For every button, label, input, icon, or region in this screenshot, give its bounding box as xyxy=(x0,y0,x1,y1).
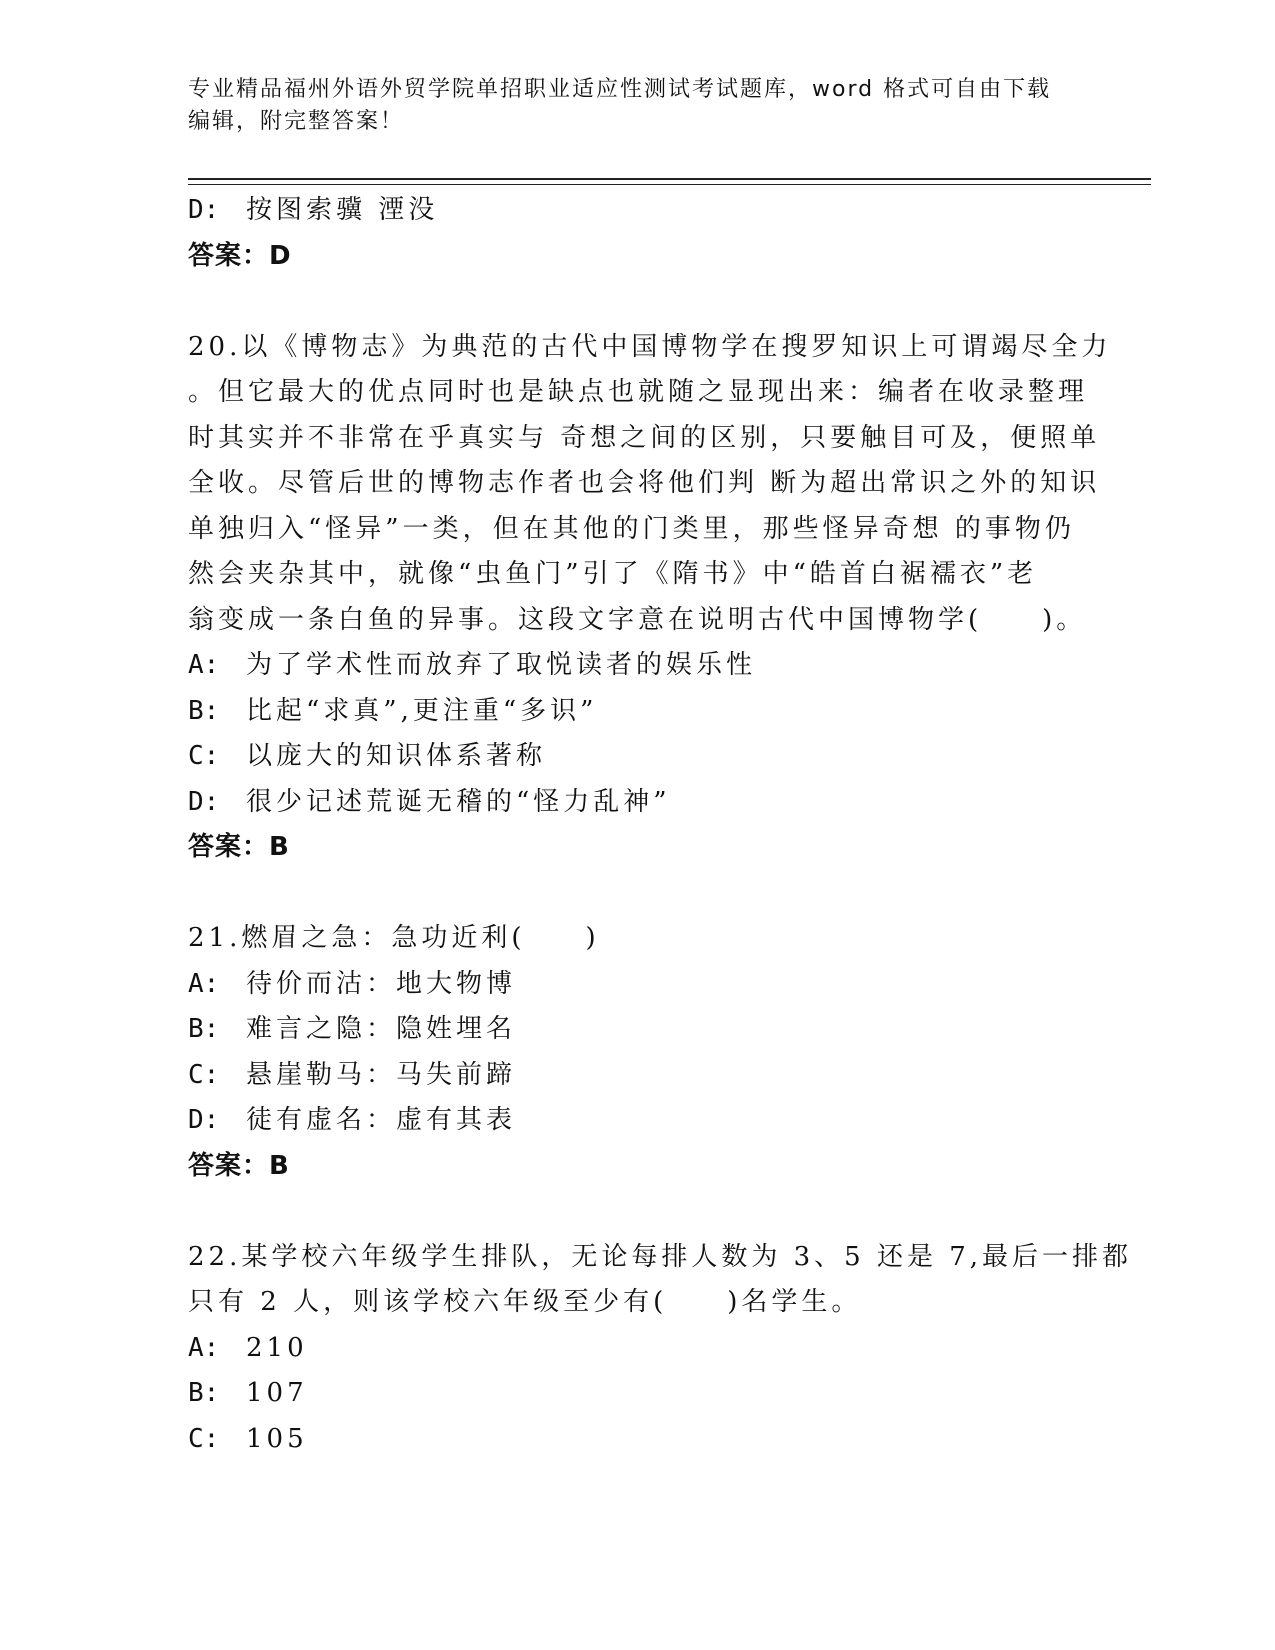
q20-answer: 答案：B xyxy=(188,832,290,862)
option-text: 比起“求真”,更注重“多识” xyxy=(246,695,598,726)
option-letter: C: xyxy=(188,1423,220,1454)
spacer xyxy=(188,1189,1088,1235)
q20-option-b xyxy=(188,689,1088,735)
question-content xyxy=(188,188,1133,1462)
header-rule-thin xyxy=(188,184,1151,185)
question-line: 。但它最大的优点同时也是缺点也就随之显现出来：编者在收录整理 xyxy=(188,377,1089,407)
spacer xyxy=(188,871,1088,917)
option-letter: B: xyxy=(188,1014,220,1044)
option-letter: B: xyxy=(188,695,220,726)
option-text: 按图索骥 湮没 xyxy=(246,195,439,225)
option-letter: A: xyxy=(188,968,220,999)
q19-answer: 答案：D xyxy=(188,240,292,271)
q20-option-a xyxy=(188,643,1088,689)
q19-option-d xyxy=(188,188,1088,234)
q22-option-a xyxy=(188,1326,1088,1372)
option-text: 待价而沽：地大物博 xyxy=(246,968,517,999)
option-letter: C: xyxy=(188,741,220,771)
option-letter: B: xyxy=(188,1378,220,1408)
header-line-1: 专业精品福州外语外贸学院单招职业适应性测试考试题库，word 格式可自由下载 xyxy=(188,77,1052,102)
question-line: 然会夹杂其中，就像“虫鱼门”引了《隋书》中“皓首白裾襦衣”老 xyxy=(188,559,1038,589)
option-text: 105 xyxy=(246,1423,308,1454)
option-text: 很少记述荒诞无稽的“怪力乱神” xyxy=(246,786,671,817)
question-21 xyxy=(188,916,1088,1189)
q22-option-b xyxy=(188,1371,1088,1417)
question-22 xyxy=(188,1235,1133,1463)
q21-option-d xyxy=(188,1098,1088,1144)
question-line: 20.以《博物志》为典范的古代中国博物学在搜罗知识上可谓竭尽全力 xyxy=(188,331,1112,362)
option-text: 210 xyxy=(246,1332,308,1363)
option-text: 以庞大的知识体系著称 xyxy=(246,741,547,771)
question-line: 全收。尽管后世的博物志作者也会将他们判 断为超出常识之外的知识 xyxy=(188,468,1101,498)
question-line: 21.燃眉之急：急功近利( ) xyxy=(188,923,600,953)
header-line-2: 编辑，附完整答案！ xyxy=(188,109,405,134)
option-letter: A: xyxy=(188,1332,220,1363)
question-line: 时其实并不非常在乎真实与 奇想之间的区别，只要触目可及，便照单 xyxy=(188,422,1101,453)
option-text: 徒有虚名：虚有其表 xyxy=(246,1105,517,1135)
option-letter: C: xyxy=(188,1059,220,1090)
option-letter: D: xyxy=(188,1105,220,1135)
q22-option-c xyxy=(188,1417,1088,1463)
question-line: 22.某学校六年级学生排队，无论每排人数为 3、5 还是 7,最后一排都 xyxy=(188,1241,1133,1272)
option-text: 难言之隐：隐姓埋名 xyxy=(246,1014,517,1044)
q20-option-d xyxy=(188,780,1088,826)
question-20 xyxy=(188,325,1112,871)
page-header xyxy=(188,74,1088,138)
q21-option-a xyxy=(188,962,1088,1008)
option-text: 107 xyxy=(246,1378,308,1408)
question-line: 只有 2 人，则该学校六年级至少有( )名学生。 xyxy=(188,1287,862,1317)
option-letter: D: xyxy=(188,786,220,817)
q20-option-c xyxy=(188,734,1088,780)
spacer xyxy=(188,279,1088,325)
q21-answer: 答案：B xyxy=(188,1150,290,1181)
q21-option-c xyxy=(188,1053,1088,1099)
header-rule-thick xyxy=(188,178,1151,180)
option-text: 悬崖勒马：马失前蹄 xyxy=(246,1059,517,1090)
question-line: 单独归入“怪异”一类，但在其他的门类里，那些怪异奇想 的事物仍 xyxy=(188,513,1075,544)
option-text: 为了学术性而放弃了取悦读者的娱乐性 xyxy=(246,650,757,680)
question-line: 翁变成一条白鱼的异事。这段文字意在说明古代中国博物学( )。 xyxy=(188,604,1087,635)
option-letter: A: xyxy=(188,650,220,680)
option-letter: D: xyxy=(188,195,220,225)
q21-option-b xyxy=(188,1007,1088,1053)
